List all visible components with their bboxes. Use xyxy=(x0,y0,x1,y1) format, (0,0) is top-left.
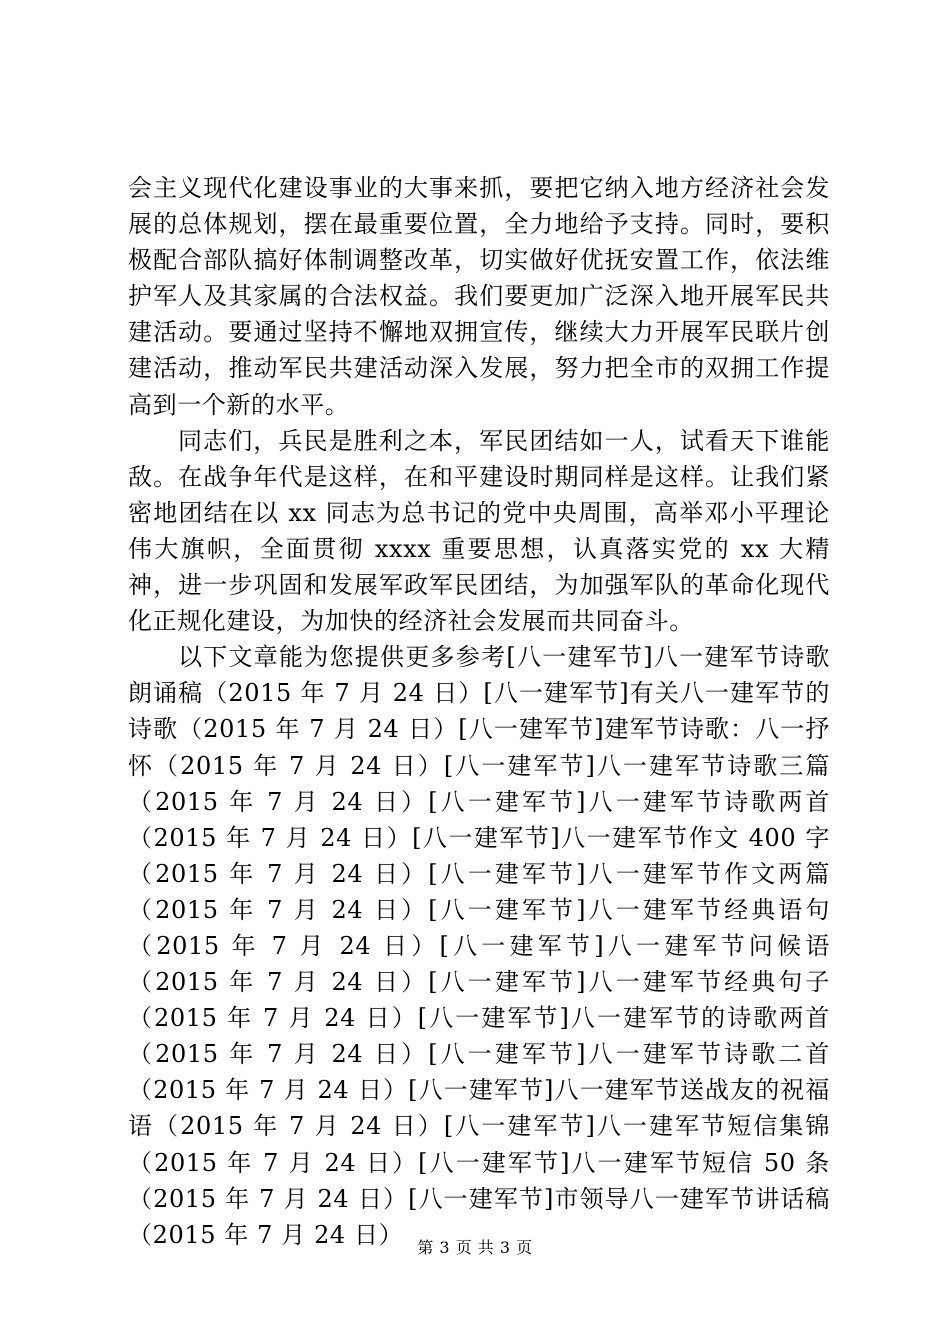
paragraph-related-articles: 以下文章能为您提供更多参考[八一建军节]八一建军节诗歌朗诵稿（2015 年 7 月 24 日）[八一建军节]有关八一建军节的诗歌（2015 年 7 月 24 日）[八一建军节]建军节诗歌：八一抒怀（2015 年 7 月 24 日）[八一建军节]八一建军节诗歌三篇（2015 年 7 月 24 日）[八一建军节]八一建军节诗歌两首（2015 年 7 月 24 日）[八一建军节]八一建军节作文 400 字（2015 年 7 月 24 日）[八一建军节]八一建军节作文两篇（2015 年 7 月 24 日）[八一建军节]八一建军节经典语句（2015 年 7 月 24 日）[八一建军节]八一建军节问候语（2015 年 7 月 24 日）[八一建军节]八一建军节经典句子（2015 年 7 月 24 日）[八一建军节]八一建军节的诗歌两首（2015 年 7 月 24 日）[八一建军节]八一建军节诗歌二首（2015 年 7 月 24 日）[八一建军节]八一建军节送战友的祝福语（2015 年 7 月 24 日）[八一建军节]八一建军节短信集锦（2015 年 7 月 24 日）[八一建军节]八一建军节短信 50 条（2015 年 7 月 24 日）[八一建军节]市领导八一建军节讲话稿（2015 年 7 月 24 日） xyxy=(128,643,830,1249)
paragraph-continuation: 会主义现代化建设事业的大事来抓，要把它纳入地方经济社会发展的总体规划，摆在最重要位置，全力地给予支持。同时，要积极配合部队搞好体制调整改革，切实做好优抚安置工作，依法维护军人及其家属的合法权益。我们要更加广泛深入地开展军民共建活动。要通过坚持不懈地双拥宣传，继续大力开展军民联片创建活动，推动军民共建活动深入发展，努力把全市的双拥工作提高到一个新的水平。 xyxy=(128,174,830,419)
page-number-footer: 第 3 页 共 3 页 xyxy=(417,1238,533,1257)
paragraph-closing-remarks: 同志们，兵民是胜利之本，军民团结如一人，试看天下谁能敌。在战争年代是这样，在和平建设时期同样是这样。让我们紧密地团结在以 xx 同志为总书记的党中央周围，高举邓小平理论伟大旗帜，全面贯彻 xxxx 重要思想，认真落实党的 xx 大精神，进一步巩固和发展军政军民团结，为加强军队的革命化现代化正规化建设，为加快的经济社会发展而共同奋斗。 xyxy=(128,426,830,636)
document-body xyxy=(128,170,830,1253)
